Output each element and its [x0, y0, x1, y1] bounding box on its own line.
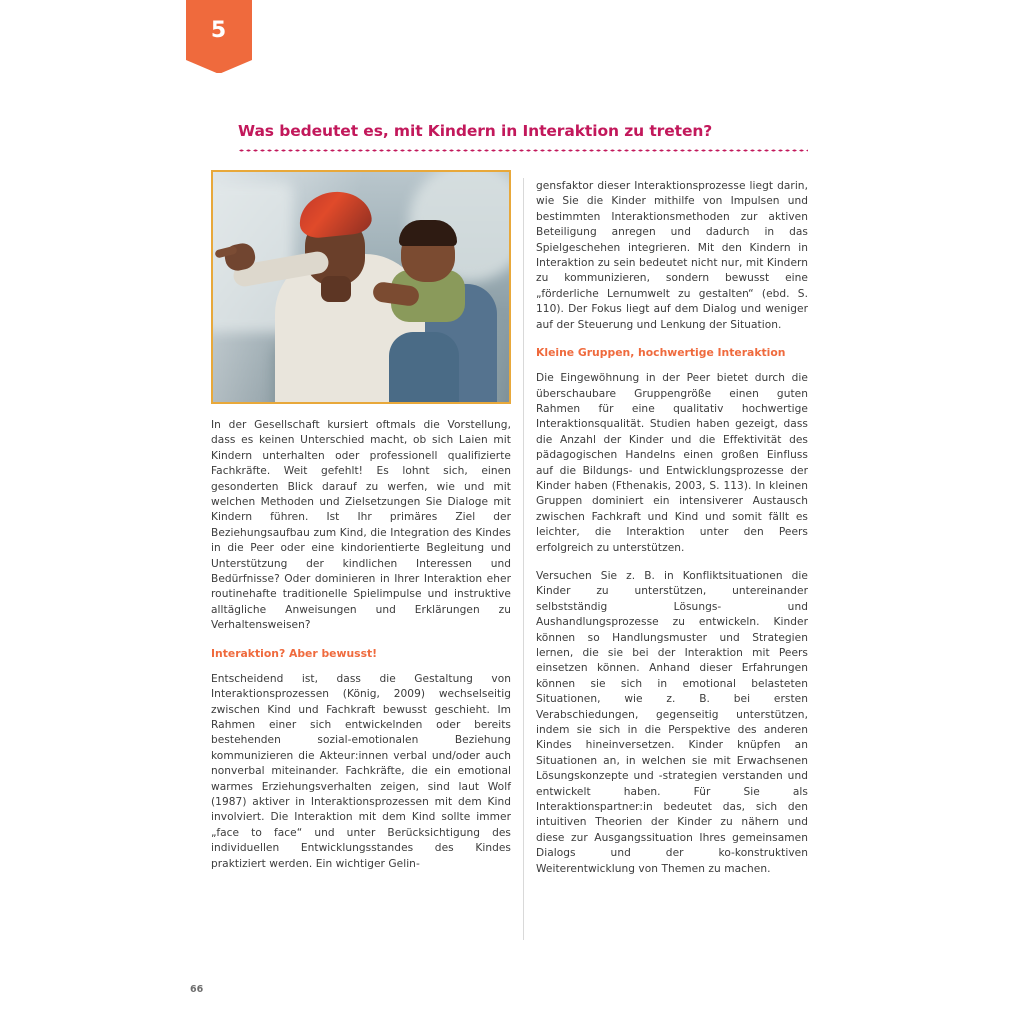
heading-dotted-rule: [238, 149, 808, 152]
page-heading-block: [238, 122, 808, 152]
chapter-number: 5: [210, 18, 228, 43]
right-column: [536, 179, 808, 890]
paragraph: Die Eingewöhnung in der Peer bietet durch die überschaubare Gruppengröße einen guten Rahmen für eine qualitativ hochwertige Interaktionsqualität. Studien haben gezeigt, dass die Anzahl der Kinder und die Effektivität des pädagogischen Handelns einen großen Einfluss auf die Bildungs- und Entwicklungsprozesse der Kinder haben (Fthenakis, 2003, S. 113). In kleinen Gruppen dominiert ein intensiverer Austausch zwischen Fachkraft und Kind und somit fällt es leichter, die Interaktion unter den Peers erfolgreich zu unterstützen.: [536, 372, 808, 554]
chapter-ribbon: [186, 0, 252, 73]
photo-child-jacket: [389, 332, 459, 402]
page-title: Was bedeutet es, mit Kindern in Interaktion zu treten?: [238, 122, 713, 140]
subheading-interaktion-aber-bewusst: Interaktion? Aber bewusst!: [211, 646, 378, 660]
paragraph: gensfaktor dieser Interaktionsprozesse liegt darin, wie Sie die Kinder mithilfe von Impulsen und bestimmten Interaktionsmethoden zur aktiven Beteiligung anregen und dadurch in das Spielgeschehen integrieren. Mit den Kindern in Interaktion zu sein bedeutet nicht nur, mit Kindern zu kommunizieren, sondern bewusst eine „förderliche Lernumwelt zu gestalten“ (ebd. S. 110). Der Fokus liegt auf dem Dialog und weniger auf der Steuerung und Lenkung der Situation.: [536, 180, 808, 331]
paragraph: Versuchen Sie z. B. in Konfliktsituationen die Kinder zu unterstützen, untereinander selbstständig Lösungs- und Aushandlungsprozesse zu entwickeln. Kinder können so Handlungsmuster und Strategien lernen, die sie bei der Interaktion mit Peers einsetzen können. Anhand dieser Erfahrungen können sie sich in emotional belasteten Situationen, wie z. B. bei ersten Verabschiedungen, gegenseitig unterstützen, indem sie sich in die Perspektive des anderen Kindes hineinversetzen. Kinder knüpfen an Situationen an, in welchen sie mit Erwachsenen Lösungskonzepte und -strategien verstanden und entwickelt haben. Für Sie als Interaktionspartner:in bedeutet das, sich den intuitiven Theorien der Kinder zu nähern und diese zur Ausgangssituation Ihres gemeinsamen Dialogs und der ko-konstruktiven Weiterentwicklung von Themen zu machen.: [536, 569, 808, 875]
photo-woman-headscarf: [297, 188, 373, 239]
paragraph: Entscheidend ist, dass die Gestaltung von Interaktionsprozessen (König, 2009) wechselseitig zwischen Kind und Fachkraft bewusst geschieht. Im Rahmen einer sich entwickelnden oder bereits bestehenden sozial-emotionalen Beziehung kommunizieren die Akteur:innen verbal und/oder auch nonverbal miteinander. Fachkräfte, die ein emotional warmes Erziehungsverhalten zeigen, sind laut Wolf (1987) aktiver in Interaktionsprozessen mit dem Kind involviert. Die Interaktion mit dem Kind sollte immer „face to face“ und unter Berücksichtigung des individuellen Entwicklungsstandes des Kindes praktiziert werden. Ein wichtiger Gelin-: [211, 672, 511, 870]
page-number: 66: [190, 984, 204, 995]
photo-background: [213, 172, 509, 402]
figure-photo: [211, 170, 511, 404]
photo-child-hair: [399, 220, 457, 246]
left-column: [211, 170, 511, 885]
photo-woman-neck: [321, 276, 351, 302]
paragraph: In der Gesellschaft kursiert oftmals die Vorstellung, dass es keinen Unterschied macht, ob sich Laien mit Kindern unterhalten oder professionell qualifizierte Fachkräfte. Weit gefehlt! Es lohnt sich, einen gesonderten Blick darauf zu werfen, wie und mit welchen Methoden und Zielsetzungen Sie Dialoge mit Kindern führen. Ist Ihr primäres Ziel der Beziehungsaufbau zum Kind, die Integration des Kindes in die Peer oder eine kindorientierte Begleitung und Unterstützung der kindlichen Interessen und Bedürfnisse? Oder dominieren in Ihrer Interaktion eher routinehafte traditionelle Spielimpulse und instruktive alltägliche Anweisungen und Erklärungen zu Verhaltensweisen?: [211, 419, 511, 632]
column-divider: [523, 178, 524, 940]
subheading-kleine-gruppen: Kleine Gruppen, hochwertige Interaktion: [536, 346, 786, 360]
